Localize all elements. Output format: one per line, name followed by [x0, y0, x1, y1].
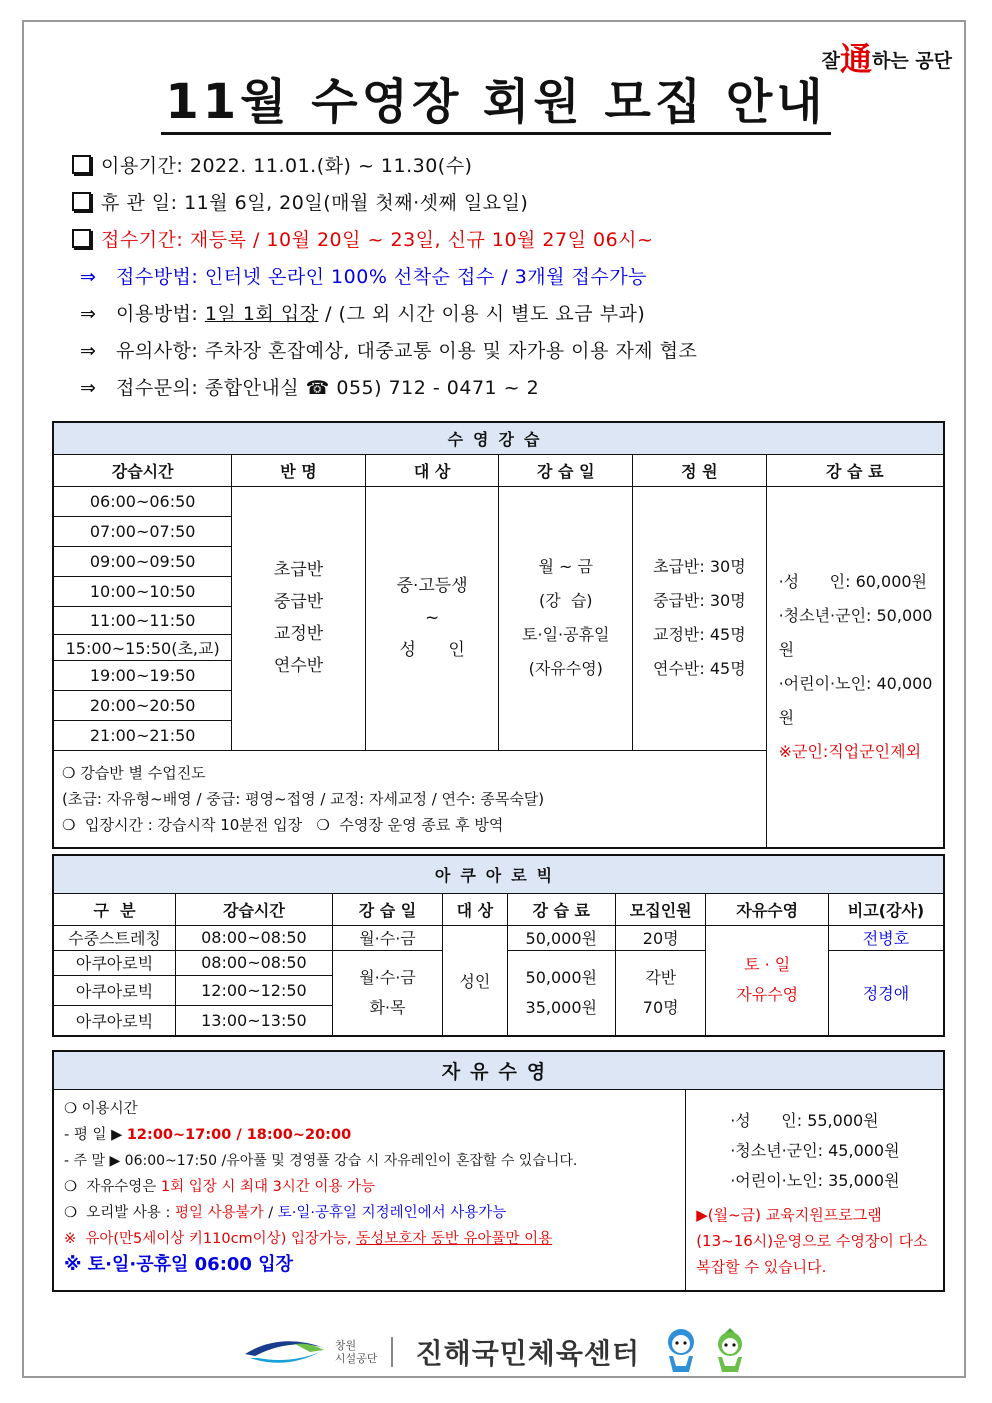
col-recruit: 모집인원: [616, 893, 706, 925]
org-name: [335, 1339, 378, 1365]
lesson-time: 21:00~21:50: [53, 720, 232, 750]
swim-lessons-table: [52, 421, 945, 849]
col-fee: 강 습 료: [766, 454, 944, 486]
aqua-name: 수중스트레칭: [53, 925, 176, 950]
lesson-time: 20:00~20:50: [53, 690, 232, 720]
col-days: 강 습 일: [499, 454, 633, 486]
checkbox-icon: [72, 192, 91, 211]
org-line: 시설공단: [334, 1352, 378, 1365]
olibal-line: [64, 1200, 675, 1226]
freeswim-line: 자유수영: [736, 985, 799, 1005]
hours-title: ❍ 이용시간: [64, 1100, 138, 1117]
col-target: 대 상: [365, 454, 499, 486]
aqua-time: 08:00~08:50: [176, 950, 333, 975]
aqua-fee-second: [507, 950, 615, 1036]
target-item: ~: [424, 608, 440, 628]
class-item: 중급반: [273, 592, 324, 612]
info-closed: [72, 185, 932, 222]
aqua-days-second: [332, 950, 442, 1036]
usage-underlined: 1일 1회 입장: [204, 303, 319, 325]
aquarobic-header: 아쿠아로빅: [53, 855, 944, 893]
fee-list: [696, 1106, 933, 1196]
aqua-fee: 50,000원: [507, 925, 615, 950]
lesson-time: 07:00~07:50: [53, 516, 232, 546]
olibal-blue: 토·일·공휴일 지정레인에서 사용가능: [277, 1204, 507, 1221]
method-text: 접수방법: 인터넷 온라인 100% 선착순 접수 / 3개월 접수가능: [116, 266, 647, 288]
footer: [0, 1326, 992, 1376]
arrow-icon: ⇒: [80, 303, 97, 325]
capacity-item: 교정반: 45명: [653, 625, 746, 644]
col-capacity: 정 원: [633, 454, 766, 486]
slogan-post: 하는 공단: [871, 50, 952, 72]
limit-red: 1회 입장 시 최대 3시간 이용 가능: [160, 1178, 376, 1195]
note-line: ❍ 입장시간 : 강습시작 10분전 입장 ❍ 수영장 운영 종료 후 방역: [62, 815, 504, 834]
col-time: 강습시간: [53, 454, 232, 486]
free-swim-header: 자유수영: [53, 1051, 944, 1089]
child-underlined: 동성보호자 동반 유아풀만 이용: [356, 1230, 553, 1247]
weekday-time: 12:00~17:00 / 18:00~20:00: [126, 1126, 352, 1143]
days-line: 월·수·금: [359, 967, 416, 987]
days-item: (자유수영): [528, 659, 603, 678]
lesson-time: 19:00~19:50: [53, 660, 232, 690]
olibal-mid: /: [263, 1204, 278, 1221]
lesson-time: 15:00~15:50(초,교): [53, 634, 232, 660]
aqua-capacity-second: [616, 950, 706, 1036]
info-usage: [72, 296, 932, 333]
closed-text: 휴 관 일: 11월 6일, 20일(매월 첫째·셋째 일요일): [101, 192, 529, 214]
days-cell: [499, 486, 633, 750]
aqua-time: 12:00~12:50: [176, 975, 333, 1005]
aqua-freeswim: [706, 925, 829, 1036]
col-time: 강습시간: [176, 893, 333, 925]
capacity-item: 중급반: 30명: [653, 591, 746, 610]
lesson-time: 10:00~10:50: [53, 576, 232, 606]
arrow-icon: ⇒: [80, 340, 97, 362]
note-line: ❍ 강습반 별 수업진도: [62, 763, 206, 782]
org-line: 창원: [334, 1339, 357, 1352]
weekday-line: [64, 1122, 675, 1148]
class-list: [232, 486, 365, 750]
class-item: 교정반: [273, 624, 324, 644]
col-days: 강 습 일: [332, 893, 442, 925]
info-notice: [72, 333, 932, 370]
limit-line: [64, 1174, 675, 1200]
notice-text: 유의사항: 주차장 혼잡예상, 대중교통 이용 및 자가용 이용 자제 협조: [116, 340, 698, 362]
info-method: [72, 259, 932, 296]
capacity-cell: [633, 486, 766, 750]
corporation-logo-icon: [240, 1330, 330, 1374]
target-item: 중·고등생: [396, 576, 468, 596]
page-title-wrap: [0, 72, 992, 135]
col-target: 대 상: [443, 893, 507, 925]
info-period: [72, 148, 932, 185]
fee-item: ·어린이·노인: 35,000원: [730, 1170, 900, 1190]
days-item: 월 ~ 금: [538, 557, 594, 576]
arrow-icon: ⇒: [80, 377, 97, 399]
weekend-open: ※ 토·일·공휴일 06:00 입장: [64, 1253, 293, 1275]
class-item: 초급반: [273, 560, 324, 580]
aqua-name: 아쿠아로빅: [53, 975, 176, 1005]
free-swim-details: [53, 1089, 686, 1291]
limit-pre: ❍ 자유수영은: [64, 1178, 161, 1195]
days-item: (강 습): [538, 591, 593, 610]
info-reception: [72, 222, 932, 259]
usage-label: 이용방법:: [116, 303, 199, 325]
swim-lessons-header: 수영강습: [53, 422, 944, 454]
child-line: [64, 1226, 675, 1252]
aqua-days: 월·수·금: [332, 925, 442, 950]
note-line: (초급: 자유형~배영 / 중급: 평영~접영 / 교정: 자세교정 / 연수: 종목숙달): [62, 789, 545, 808]
center-name: 진해국민체육센터: [415, 1337, 640, 1370]
fee-item: ·청소년·군인: 50,000원: [778, 605, 933, 659]
col-freeswim: 자유수영: [706, 893, 829, 925]
program-note: ▶(월~금) 교육지원프로그램(13~16시)운영으로 수영장이 다소 복잡할 수 있습니다.: [696, 1205, 928, 1276]
target-cell: [365, 486, 499, 750]
fee-item: ·청소년·군인: 45,000원: [730, 1140, 900, 1160]
info-contact: [72, 370, 932, 407]
lesson-time: 06:00~06:50: [53, 486, 232, 516]
free-swim-table: [52, 1050, 945, 1292]
aqua-instructor: 전병호: [828, 925, 944, 950]
fee-line: 50,000원: [525, 967, 597, 987]
page-title: 11월 수영장 회원 모집 안내: [161, 72, 830, 135]
target-item: 성 인: [399, 640, 465, 660]
days-line: 화·목: [369, 997, 406, 1017]
fee-line: 35,000원: [525, 997, 597, 1017]
arrow-icon: ⇒: [80, 266, 97, 288]
aqua-name: 아쿠아로빅: [53, 950, 176, 975]
contact-text: 접수문의: 종합안내실 ☎ 055) 712 - 0471 ~ 2: [116, 377, 540, 399]
slogan-mid: 通: [839, 40, 872, 78]
weekend-line: - 주 말 ▶ 06:00~17:50 /유아풀 및 경영풀 강습 시 자유레인이 혼잡할 수 있습니다.: [64, 1152, 578, 1169]
aqua-instructor-second: 정경애: [828, 950, 944, 1036]
aqua-time: 13:00~13:50: [176, 1005, 333, 1036]
class-item: 연수반: [273, 656, 324, 676]
aqua-name: 아쿠아로빅: [53, 1005, 176, 1036]
mascot-blue-icon: [659, 1326, 703, 1378]
days-item: 토·일·공휴일: [522, 625, 610, 644]
checkbox-icon: [72, 155, 91, 174]
free-swim-fees: [686, 1089, 944, 1291]
weekday-label: - 평 일 ▶: [64, 1126, 127, 1143]
info-section: [72, 148, 932, 407]
fee-note: ※군인:직업군인제외: [778, 741, 922, 761]
aqua-capacity: 20명: [616, 925, 706, 950]
freeswim-line: 토 · 일: [744, 955, 791, 975]
footer-divider: [391, 1337, 393, 1367]
period-text: 이용기간: 2022. 11.01.(화) ~ 11.30(수): [101, 155, 473, 177]
slogan-pre: 잘: [821, 50, 840, 72]
fee-item: ·성 인: 55,000원: [730, 1110, 879, 1130]
fee-item: ·성 인: 60,000원: [778, 571, 928, 591]
col-category: 구 분: [53, 893, 176, 925]
lesson-notes: [53, 750, 766, 848]
reception-text: 접수기간: 재등록 / 10월 20일 ~ 23일, 신규 10월 27일 06시~: [101, 229, 654, 251]
capacity-item: 연수반: 45명: [653, 659, 746, 678]
fee-cell: [766, 486, 944, 848]
checkbox-icon: [72, 229, 91, 248]
col-class: 반 명: [232, 454, 365, 486]
capacity-item: 초급반: 30명: [653, 557, 746, 576]
col-instructor: 비고(강사): [828, 893, 944, 925]
olibal-red: 평일 사용불가: [174, 1204, 264, 1221]
col-fee: 강 습 료: [507, 893, 615, 925]
capacity-line: 각반: [645, 967, 677, 987]
lesson-time: 11:00~11:50: [53, 606, 232, 634]
aqua-target: 성인: [443, 925, 507, 1036]
fee-item: ·어린이·노인: 40,000원: [778, 673, 933, 727]
usage-rest: / (그 외 시간 이용 시 별도 요금 부과): [325, 303, 646, 325]
child-pre: ※ 유아(만5세이상 키110cm이상) 입장가능,: [64, 1230, 357, 1247]
aqua-time: 08:00~08:50: [176, 925, 333, 950]
olibal-pre: ❍ 오리발 사용 :: [64, 1204, 175, 1221]
mascot-green-icon: [708, 1326, 752, 1378]
lesson-time: 09:00~09:50: [53, 546, 232, 576]
capacity-line: 70명: [642, 997, 679, 1017]
aquarobic-table: [52, 854, 945, 1037]
